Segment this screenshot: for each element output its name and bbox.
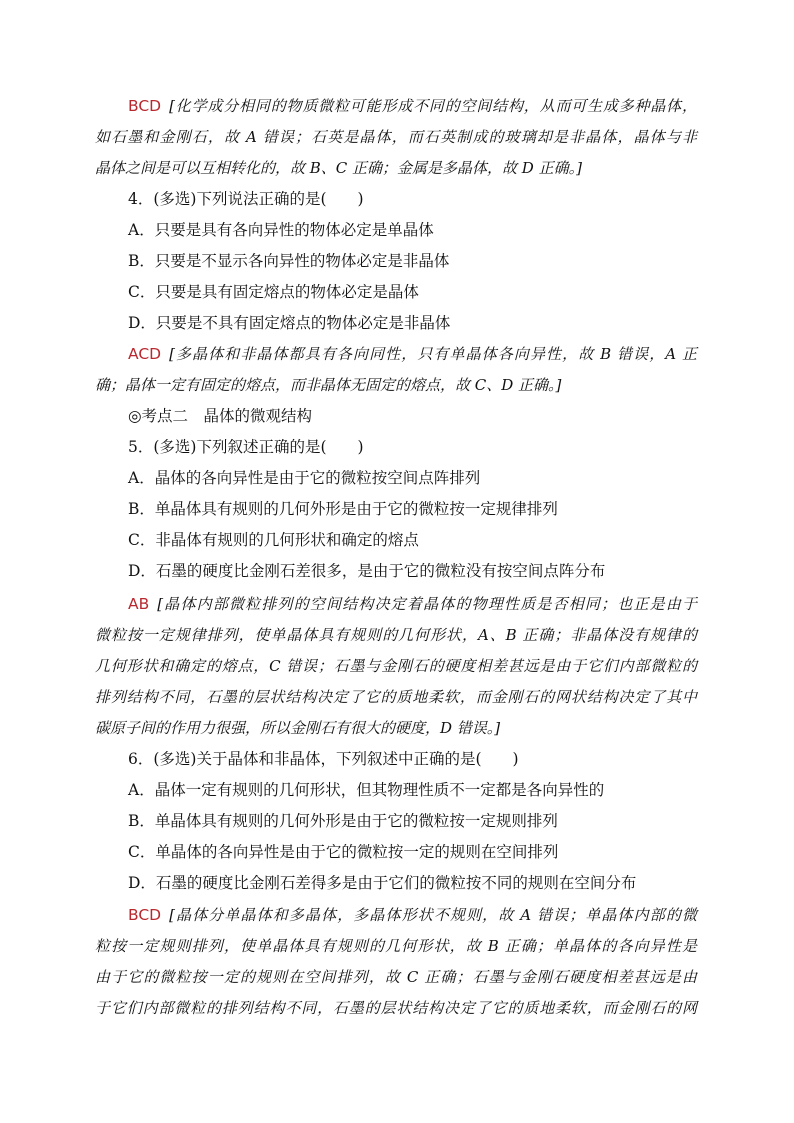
option-a: A．晶体的各向异性是由于它的微粒按空间点阵排列 bbox=[128, 469, 481, 487]
explanation-text: [化学成分相同的物质微粒可能形成不同的空间结构，从而可生成多种晶体， bbox=[169, 97, 697, 115]
option-d: D．只要是不具有固定熔点的物体必定是非晶体 bbox=[128, 314, 451, 332]
explanation-text: 排列结构不同，石墨的层状结构决定了它的质地柔软，而金刚石的网状结构决定了其中 bbox=[95, 688, 697, 706]
answer-line bbox=[128, 905, 697, 925]
section-heading: ◎考点二 晶体的微观结构 bbox=[128, 407, 313, 425]
explanation-text: 粒按一定规则排列，使单晶体具有规则的几何形状，故 B 正确；单晶体的各向异性是 bbox=[95, 937, 697, 955]
option-d: D．石墨的硬度比金刚石差得多是由于它们的微粒按不同的规则在空间分布 bbox=[128, 874, 637, 892]
option-c: C．单晶体的各向异性是由于它的微粒按一定的规则在空间排列 bbox=[128, 843, 559, 861]
option-c: C．非晶体有规则的几何形状和确定的熔点 bbox=[128, 531, 419, 549]
explanation-text: 于它们内部微粒的排列结构不同，石墨的层状结构决定了它的质地柔软，而金刚石的网 bbox=[95, 999, 697, 1017]
answer-line bbox=[128, 96, 697, 116]
option-a: A．晶体一定有规则的几何形状，但其物理性质不一定都是各向异性的 bbox=[128, 781, 605, 799]
explanation-text: [晶体内部微粒排列的空间结构决定着晶体的物理性质是否相同；也正是由于 bbox=[157, 595, 697, 613]
explanation-text: [多晶体和非晶体都具有各向同性，只有单晶体各向异性，故 B 错误，A 正 bbox=[169, 345, 697, 363]
question-5: 5．(多选)下列叙述正确的是( ) bbox=[128, 438, 364, 456]
explanation-text: 几何形状和确定的熔点，C 错误；石墨与金刚石的硬度相差甚远是由于它们内部微粒的 bbox=[95, 657, 697, 675]
answer-line bbox=[128, 344, 697, 364]
option-c: C．只要是具有固定熔点的物体必定是晶体 bbox=[128, 283, 419, 301]
answer-key: ACD bbox=[128, 345, 162, 363]
explanation-text: [晶体分单晶体和多晶体，多晶体形状不规则，故 A 错误；单晶体内部的微 bbox=[169, 906, 697, 924]
option-b: B．只要是不显示各向异性的物体必定是非晶体 bbox=[128, 252, 450, 270]
explanation-text: 微粒按一定规律排列，使单晶体具有规则的几何形状，A、B 正确；非晶体没有规律的 bbox=[95, 626, 697, 644]
answer-key: BCD bbox=[128, 97, 162, 115]
explanation-text: 碳原子间的作用力很强，所以金刚石有很大的硬度，D 错误。] bbox=[95, 719, 501, 737]
question-6: 6．(多选)关于晶体和非晶体，下列叙述中正确的是( ) bbox=[128, 750, 519, 768]
explanation-text: 确；晶体一定有固定的熔点，而非晶体无固定的熔点，故 C、D 正确。] bbox=[95, 376, 562, 394]
answer-key: AB bbox=[128, 595, 150, 613]
option-b: B．单晶体具有规则的几何外形是由于它的微粒按一定规则排列 bbox=[128, 812, 558, 830]
option-a: A．只要是具有各向异性的物体必定是单晶体 bbox=[128, 221, 434, 239]
explanation-text: 由于它的微粒按一定的规则在空间排列，故 C 正确；石墨与金刚石硬度相差甚远是由 bbox=[95, 968, 697, 986]
option-d: D．石墨的硬度比金刚石差很多，是由于它的微粒没有按空间点阵分布 bbox=[128, 562, 606, 580]
answer-line bbox=[128, 594, 697, 614]
option-b: B．单晶体具有规则的几何外形是由于它的微粒按一定规律排列 bbox=[128, 500, 558, 518]
explanation-text: 如石墨和金刚石，故 A 错误；石英是晶体，而石英制成的玻璃却是非晶体，晶体与非 bbox=[95, 128, 697, 146]
answer-key: BCD bbox=[128, 906, 162, 924]
question-4: 4．(多选)下列说法正确的是( ) bbox=[128, 190, 364, 208]
explanation-text: 晶体之间是可以互相转化的，故 B、C 正确；金属是多晶体，故 D 正确。] bbox=[95, 159, 582, 177]
